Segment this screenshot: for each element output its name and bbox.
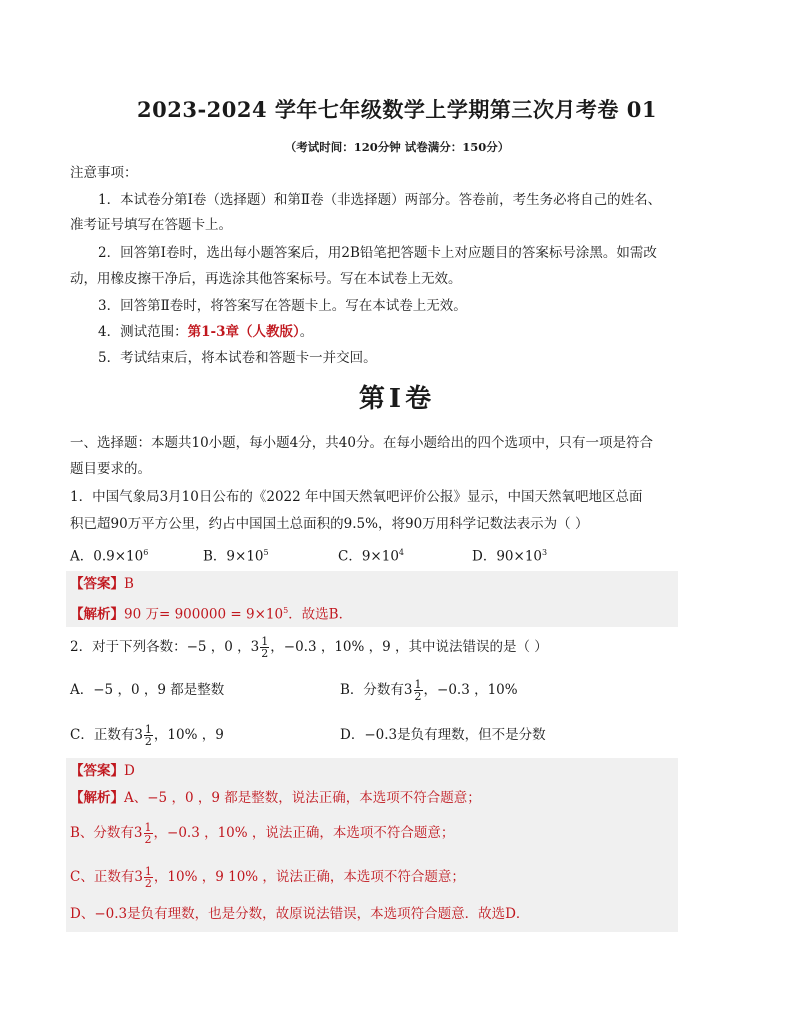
section-intro-b: 题目要求的。 [70,461,151,477]
q1-analysis-label: 【解析】 [70,606,124,623]
q1-analysis: 【解析】90 万= $900000 = 9\times 10^5$．故选B． [70,606,353,623]
q1-stem-a: 1．中国气象局3月10日公布的《2022 年中国天然氧吧评价公报》显示，中国天然氧吧地区总面 [70,489,643,505]
q2-option-c: C．正数有3 $\frac{1}{2}$ ，10% ，9 [70,723,224,748]
q2-option-b: B．分数有3 $\frac{1}{2}$ ，−0.3 ，10% [340,678,518,703]
q2-option-d: D．−0.3是负有理数，但不是分数 [340,727,546,743]
q1-option-d: D．$90\times 10^3$ [472,548,548,565]
q2-analysis-b: B、分数有3 $\frac{1}{2}$ ，−0.3 ，10% ，说法正确，本选项不符合题意； [70,821,455,846]
q2-analysis-c: C、正数有3 $\frac{1}{2}$ ，10% ，9 10% ，说法正确，本选项不符合题意； [70,865,465,890]
q1-answer-value: B [124,576,134,592]
q2-answer-label: 【答案】 [70,763,124,779]
q1-answer [70,573,134,595]
q2-stem: 2．对于下列各数：−5 ，0 ，3 $\frac{1}{2}$ ，−0.3 ，10% ，9 ，其中说法错误的是（ ） [70,635,548,660]
note-1-line-b: 准考证号填写在答题卡上。 [70,217,232,233]
q2-analysis-d: D、−0.3是负有理数，也是分数，故原说法错误，本选项符合题意．故选D． [70,906,530,922]
q2-analysis-label: 【解析】 [70,790,124,806]
q2-answer-value: D [124,763,135,779]
notes-heading: 注意事项： [70,165,138,181]
q2-fraction: $\frac{1}{2}$ [261,635,269,660]
section-title: 第Ⅰ卷 [358,384,436,414]
note-4-suffix: 。 [299,324,314,340]
q1-option-a: A．$0.9\times 10^6$ [70,548,149,565]
exam-title: 2023-2024 学年七年级数学上学期第三次月考卷 01 [137,97,657,122]
section-intro-a: 一、选择题：本题共10小题，每小题4分，共40分。在每小题给出的四个选项中，只有一项是符合 [70,435,653,451]
note-4 [98,321,313,343]
note-3: 3．回答第Ⅱ卷时，将答案写在答题卡上。写在本试卷上无效。 [98,298,467,314]
note-4-prefix: 4．测试范围： [98,324,188,340]
q2-option-a: A．−5 ，0 ，9 都是整数 [70,682,225,698]
q1-option-c: C．$9\times 10^4$ [338,548,405,565]
note-5: 5．考试结束后，将本试卷和答题卡一并交回。 [98,350,377,366]
test-range: 第1-3章（人教版） [187,324,300,340]
q1-answer-label: 【答案】 [70,576,124,592]
note-1-line-a: 1．本试卷分第Ⅰ卷（选择题）和第Ⅱ卷（非选择题）两部分。答卷前，考生务必将自己的姓名、 [98,192,662,208]
q2-answer [70,760,135,782]
exam-subtitle: （考试时间：120分钟 试卷满分：150分） [284,140,510,154]
q1-stem-b: 积已超90万平方公里，约占中国国土总面积的9.5%，将90万用科学记数法表示为（ ） [70,516,589,532]
q2-analysis-a: 【解析】A、−5 ，0 ，9 都是整数，说法正确，本选项不符合题意； [70,790,481,806]
q1-option-b: B．$9\times 10^5$ [203,548,269,565]
note-2-line-a: 2．回答第Ⅰ卷时，选出每小题答案后，用2B铅笔把答题卡上对应题目的答案标号涂黑。如需改 [98,245,657,261]
note-2-line-b: 动，用橡皮擦干净后，再选涂其他答案标号。写在本试卷上无效。 [70,271,462,287]
